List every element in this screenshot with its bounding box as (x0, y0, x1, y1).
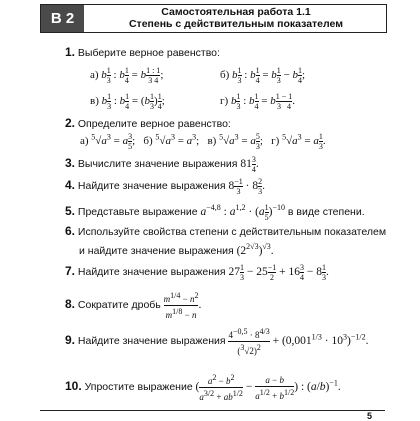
task-number: 3. (65, 156, 76, 171)
task-number: 6. (65, 224, 76, 238)
task-text: Найдите значение выражения (77, 335, 226, 348)
task-text: Найдите значение выражения (77, 266, 226, 279)
title-line: Самостоятельная работа 1.1 (161, 6, 311, 18)
task1-option-d: г) b $\frac{1}{3}$ : b $\frac{1}{4}$ = b $\frac{1 - 1}{3 4}$ . (220, 92, 295, 111)
task-number: 10. (65, 379, 82, 394)
task-text: Найдите значение выражения (77, 180, 226, 193)
task-tail: в виде степени. (287, 205, 365, 218)
task-5: 5. Представьте выражение $a^{-4,8}$ : $a^{1,2} \cdot (a$ $\frac{1}{5}$ )$^{-10}$ в виде степени. (65, 202, 365, 222)
task-number: 9. (65, 333, 76, 348)
task-number: 5. (65, 203, 76, 218)
task-number: 1. (65, 45, 76, 59)
task-2 (65, 116, 231, 131)
task-number: 2. (65, 116, 76, 130)
task-4: 4. Найдите значение выражения 8 $\frac{-1}{3}$ · 8 $\frac{2}{3}$ . (65, 177, 265, 196)
option-label: г) (271, 135, 280, 148)
task1-option-c: в) b $\frac{1}{3}$ : b $\frac{1}{4}$ = (b $\frac{1}{3}$ ) $\frac{1}{4}$ ; (90, 92, 165, 111)
task-text: Упростите выражение (84, 381, 193, 394)
task1-option-a: а) b $\frac{1}{3}$ : b $\frac{1}{4}$ = b $\frac{1 : 1}{3 4}$ ; (90, 66, 164, 85)
task-text: Определите верное равенство: (77, 118, 231, 130)
variant-badge: В 2 (41, 5, 84, 32)
task-7: 7. Найдите значение выражения 27 $\frac{1}{3}$ − 25 $\frac{-1}{2}$ + 16 $\frac{3}{4}$ − 8 $\frac{1}{3}$ . (65, 263, 329, 282)
option-label: в) (207, 135, 217, 148)
task-10: 10. Упростите выражение ( $\frac{a^2 - b^2}{a^{3/2} + ab^{1/2}}$ − $\frac{a - b}{a^{1/2} + b^{1/2}}$ ) : $(a/b)^{-1}$. (65, 373, 341, 402)
task-number: 4. (65, 178, 76, 193)
header-box (40, 4, 387, 33)
task1-option-b: б) b $\frac{1}{3}$ : b $\frac{1}{4}$ = b $\frac{1}{3}$ − b $\frac{1}{4}$ ; (220, 66, 306, 85)
task-6-line-2: и найдите значение выражения $(2^{2√3})^{√3}$. (79, 242, 274, 257)
task2-options: а) $^5√a^3 = a$ $\frac{3}{5}$ ; б) $^5√a^3 = a^3$; в) $^5√a^3 = a$ $\frac{5}{3}$ ; г) $^5√a^3 = a$ $\frac{1}{3}$ . (80, 132, 326, 151)
task-text: Используйте свойства степени с действительным показателем (77, 226, 387, 238)
task-text-2: и найдите значение выражения (79, 244, 234, 257)
task-3: 3. Вычислите значение выражения 81 $\frac{3}{4}$ . (65, 155, 259, 174)
option-label: г) (220, 95, 229, 108)
task-8: 8. Сократите дробь $\frac{m^{1/4} - n^2}{m^{1/8} - n}$ . (65, 291, 202, 320)
footer-rule (40, 410, 385, 411)
option-label: в) (90, 95, 99, 108)
task-text: Представьте выражение (77, 205, 198, 218)
task-number: 8. (65, 297, 76, 312)
task-number: 7. (65, 264, 76, 279)
subtitle-line: Степень с действительным показателем (128, 18, 344, 30)
option-label: б) (143, 135, 153, 148)
task-9: 9. Найдите значение выражения $\frac{4^{-0,5} \cdot 8^{4/3}}{(^3√2)^2}$ + $(0,001^{1/3} \cdot 10^3)^{-1/2}$. (65, 327, 369, 356)
task-text: Вычислите значение выражения (77, 158, 238, 171)
page-number: 5 (366, 411, 372, 421)
option-label: а) (80, 135, 89, 148)
task-1 (65, 45, 220, 60)
option-label: а) (90, 69, 99, 82)
task-6 (65, 224, 386, 239)
task-text: Выберите верное равенство: (77, 47, 220, 59)
worksheet-title (86, 6, 386, 30)
task-text: Сократите дробь (77, 299, 161, 312)
option-label: б) (220, 69, 230, 82)
